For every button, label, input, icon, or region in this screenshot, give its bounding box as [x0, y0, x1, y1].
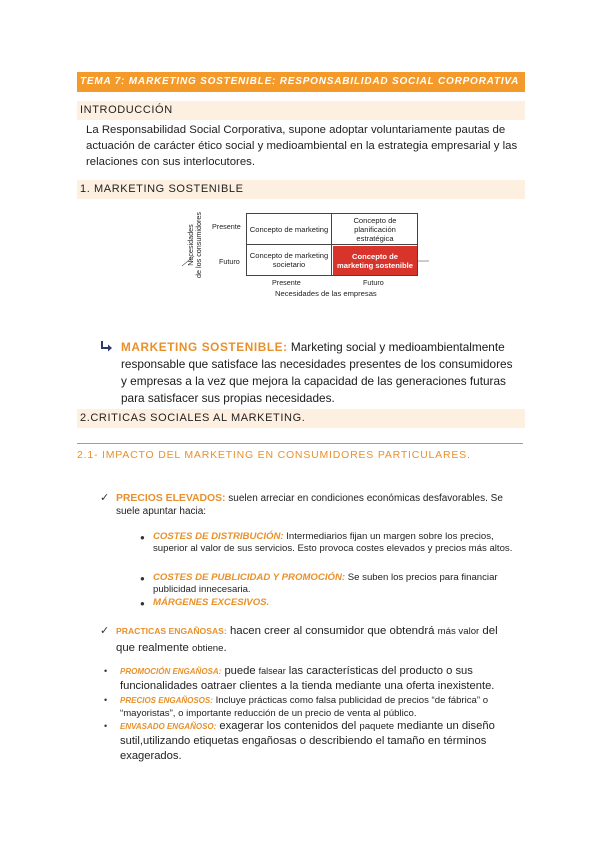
envasado-text-b: paquete [359, 721, 395, 732]
precios-elevados-item [116, 492, 516, 518]
margenes-excesivos-item [153, 597, 523, 609]
circle-bullet-icon: ● [140, 533, 145, 542]
promocion-enganosa-label: PROMOCIÓN ENGAÑOSA: [120, 667, 222, 676]
practicas-text-2: más valor [437, 626, 480, 637]
promocion-text-c: las características del producto o sus funcionalidades oatraer clientes a la tienda mediante una oferta inexistente. [120, 665, 495, 692]
matrix-row-presente: Presente [212, 222, 241, 231]
practicas-enganosas-label: PRACTICAS ENGAÑOSAS: [116, 626, 227, 636]
section1-heading: 1. MARKETING SOSTENIBLE [77, 180, 525, 199]
envasado-text-a: exagerar los contenidos del [216, 720, 360, 732]
matrix-y-label-line1: Necesidades [186, 224, 196, 266]
costes-publicidad-label: COSTES DE PUBLICIDAD Y PROMOCIÓN: [153, 572, 346, 583]
practicas-enganosas-item [116, 623, 516, 657]
matrix-y-label [178, 212, 212, 278]
precios-enganosos-text: Incluye prácticas como falsa publicidad de precios “de fábrica” o “mayoristas”, o importante reducción de un precio de venta al público. [120, 695, 489, 719]
matrix-grid [246, 213, 418, 276]
definition-text: Marketing social y medioambientalmente responsable que satisface las necesidades presentes de los consumidores y empresas a la vez que mejora la capacidad de las generaciones futuras para satisfacer sus propias necesidades. [121, 340, 513, 405]
costes-distribucion-text: Intermediarios fijan un margen sobre los precios, superior al valor de sus servicios. Esto provoca costes elevados y precios más altos. [153, 531, 513, 554]
definition-label: MARKETING SOSTENIBLE: [121, 340, 288, 354]
matrix-y-label-line2: de los consumidores [194, 212, 204, 278]
checkmark-icon: ✓ [100, 625, 110, 637]
matrix-cell-planificacion: Concepto de planificación estratégica [353, 216, 397, 243]
section2-subheading: 2.1- IMPACTO DEL MARKETING EN CONSUMIDORES PARTICULARES. [77, 449, 471, 461]
matrix-y-arrow-icon [180, 254, 196, 268]
costes-distribucion-label: COSTES DE DISTRIBUCIÓN: [153, 531, 284, 542]
matrix-x-arrow-icon [418, 258, 430, 264]
section2-divider [77, 443, 523, 444]
costes-publicidad-text: Se suben los precios para financiar publicidad innecesaria. [153, 572, 498, 595]
precios-elevados-label: PRECIOS ELEVADOS: [116, 493, 226, 504]
sustainable-marketing-definition [121, 339, 521, 407]
practicas-text-1: hacen creer al consumidor que obtendrá [226, 625, 438, 637]
matrix-cell-marketing: Concepto de marketing [249, 225, 329, 234]
bullet-icon: • [104, 695, 108, 705]
arrow-down-right-icon [100, 340, 114, 352]
bullet-icon: • [104, 721, 108, 731]
matrix-col-presente: Presente [272, 278, 301, 287]
circle-bullet-icon: ● [140, 599, 145, 608]
bullet-icon: • [104, 666, 108, 676]
margenes-excesivos-label: MÁRGENES EXCESIVOS. [153, 597, 270, 608]
precios-enganosos-label: PRECIOS ENGAÑOSOS: [120, 696, 213, 705]
practicas-text-3: del que realmente [116, 625, 498, 654]
matrix-cell-sostenible: Concepto de marketing sostenible [333, 246, 417, 275]
circle-bullet-icon: ● [140, 574, 145, 583]
promocion-text-b: falsear [258, 666, 286, 676]
precios-enganosos-item [120, 694, 520, 720]
matrix-col-futuro: Futuro [363, 278, 384, 287]
section2-heading: 2.CRITICAS SOCIALES AL MARKETING. [77, 409, 525, 428]
matrix-row-futuro: Futuro [219, 257, 240, 266]
checkmark-icon: ✓ [100, 492, 110, 504]
practicas-text-5: . [223, 642, 227, 654]
matrix-x-label: Necesidades de las empresas [275, 289, 377, 298]
intro-heading: INTRODUCCIÓN [77, 101, 525, 120]
envasado-enganoso-item [120, 719, 520, 764]
matrix-cell-societario: Concepto de marketing societario [249, 251, 329, 269]
costes-publicidad-item [153, 572, 523, 596]
promocion-text-a: puede [221, 665, 259, 677]
intro-paragraph: La Responsabilidad Social Corporativa, supone adoptar voluntariamente pautas de actuación de carácter ético social y medioambiental en la estrategia empresarial y las relaciones con sus interlocutores. [86, 124, 518, 168]
document-title: TEMA 7: MARKETING SOSTENIBLE: RESPONSABILIDAD SOCIAL CORPORATIVA [77, 72, 525, 92]
envasado-text-c: mediante un diseño sutil,utilizando etiquetas engañosas o describiendo el tamaño en términos exagerados. [120, 720, 495, 762]
envasado-enganoso-label: ENVASADO ENGAÑOSO: [120, 722, 217, 731]
promocion-enganosa-item [120, 664, 520, 694]
precios-elevados-text: suelen arreciar en condiciones económicas desfavorables. Se suele apuntar hacia: [116, 493, 503, 517]
costes-distribucion-item [153, 531, 523, 555]
practicas-text-4: obtiene [192, 643, 224, 654]
